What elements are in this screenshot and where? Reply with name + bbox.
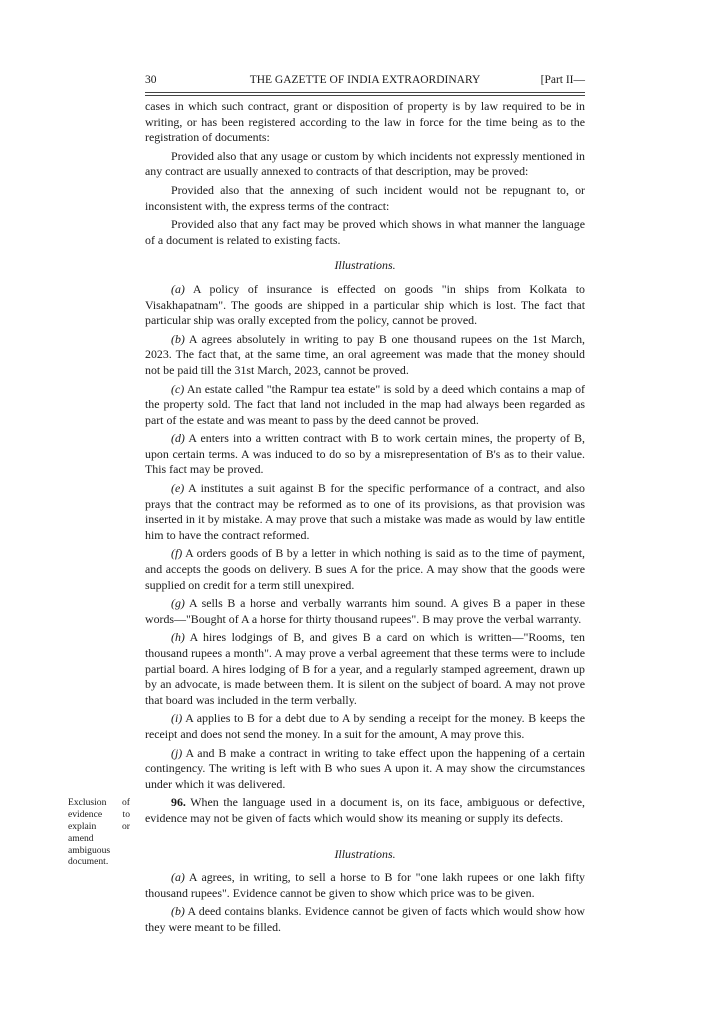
illustration-text: A hires lodgings of B, and gives B a card on which is written—"Rooms, ten thousand rupees a month". A may prove a verbal agreement that these terms were to include partial board. A hires lodging of B for a year, and a regularly stamped agreement, drawn up by an advocate, is made between them. It is silent on the subject of board. A may not prove that board was included in the term verbally. [145,630,585,707]
illustration-label: (b) [171,331,185,346]
illustration-label: (e) [171,481,185,496]
illustrations-heading: Illustrations. [334,258,396,273]
illustration-text: A orders goods of B by a letter in which nothing is said as to the time of payment, and accepts the goods on delivery. B sues A for the price. A may show that the goods were supplied on credit for a term still unexpired. [145,546,585,592]
illustration-label: (c) [171,381,185,396]
paragraph: Provided also that any usage or custom by which incidents not expressly mentioned in any contract are usually annexed to contracts of that description, may be proved: [145,148,585,179]
illustration-item [145,481,585,543]
paragraph: cases in which such contract, grant or disposition of property is by law required to be in writing, or has been registered according to the law in force for the time being as to the registration of documents: [145,99,585,145]
illustration-item [145,870,585,901]
section-96 [145,795,585,826]
illustration-label: (d) [171,431,185,446]
gazette-title: THE GAZETTE OF INDIA EXTRAORDINARY [249,74,481,86]
page-header [145,74,585,94]
page-number: 30 [145,74,157,86]
spacer [145,827,585,837]
illustration-item [145,282,585,329]
illustration-label: (f) [171,546,183,561]
illustration-label: (b) [171,904,185,919]
illustration-item [145,630,585,708]
illustration-label: (h) [171,630,185,645]
illustration-item [145,546,585,593]
illustration-text: A deed contains blanks. Evidence cannot be given of facts which would show how they were meant to be filled. [145,904,585,934]
illustration-item [145,746,585,793]
illustration-item [145,904,585,935]
illustration-label: (g) [171,596,185,611]
illustration-item [145,711,585,742]
illustration-item [145,332,585,379]
header-rule-bottom [145,95,585,96]
section-text: When the language used in a document is, on its face, ambiguous or defective, evidence may not be given of facts which would show its meaning or supply its defects. [145,795,585,825]
document-body [145,99,585,936]
illustration-item [145,596,585,627]
header-rule-top [145,92,585,93]
illustration-text: A sells B a horse and verbally warrants him sound. A gives B a paper in these words—"Bought of A a horse for thirty thousand rupees". B may prove the verbal warranty. [145,596,585,626]
section-number: 96. [171,795,186,810]
illustration-text: A agrees absolutely in writing to pay B one thousand rupees on the 1st March, 2023. The fact that, at the same time, an oral agreement was made that the money should not be paid till the 31st March, 2023, cannot be proved. [145,331,585,377]
illustration-label: (j) [171,745,183,760]
paragraph: Provided also that any fact may be proved which shows in what manner the language of a document is related to existing facts. [145,217,585,247]
illustration-text: A agrees, in writing, to sell a horse to B for "one lakh rupees or one lakh fifty thousand rupees". Evidence cannot be given to show which price was to be given. [145,870,585,900]
illustration-text: A applies to B for a debt due to A by sending a receipt for the money. B keeps the receipt and does not send the money. In a suit for the amount, A may prove this. [145,711,585,741]
paragraph: Provided also that the annexing of such incident would not be repugnant to, or inconsistent with, the express terms of the contract: [145,182,585,213]
illustration-item [145,431,585,478]
illustration-label: (i) [171,711,183,726]
illustration-item [145,382,585,429]
illustration-text: A institutes a suit against B for the specific performance of a contract, and also prays that the contract may be reformed as to one of its provisions, as that provision was inserted in it by mistake. A may prove that such a mistake was made as would by law entitle him to have the contract reformed. [145,481,585,542]
illustration-text: A policy of insurance is effected on goods "in ships from Kolkata to Visakhapatnam". The goods are shipped in a particular ship which is lost. The fact that particular ship was orally excepted from the policy, cannot be proved. [145,281,585,328]
illustration-label: (a) [171,870,185,885]
illustration-text: An estate called "the Rampur tea estate" is sold by a deed which contains a map of the property sold. The fact that land not included in the map had always been regarded as part of the estate and was meant to pass by the deed cannot be proved. [145,381,585,427]
illustration-label: (a) [171,281,185,296]
illustration-text: A and B make a contract in writing to take effect upon the happening of a certain contingency. The writing is left with B who sues A upon it. A may show the circumstances under which it was delivered. [145,745,585,791]
illustration-text: A enters into a written contract with B to work certain mines, the property of B, upon certain terms. A was induced to do so by a misrepresentation of B's as to their value. This fact may be proved. [145,431,585,477]
margin-note: Exclusion of evidence to explain or amend ambiguous document. [68,797,130,868]
part-label: [Part II— [540,74,585,86]
illustrations-heading: Illustrations. [334,846,396,861]
